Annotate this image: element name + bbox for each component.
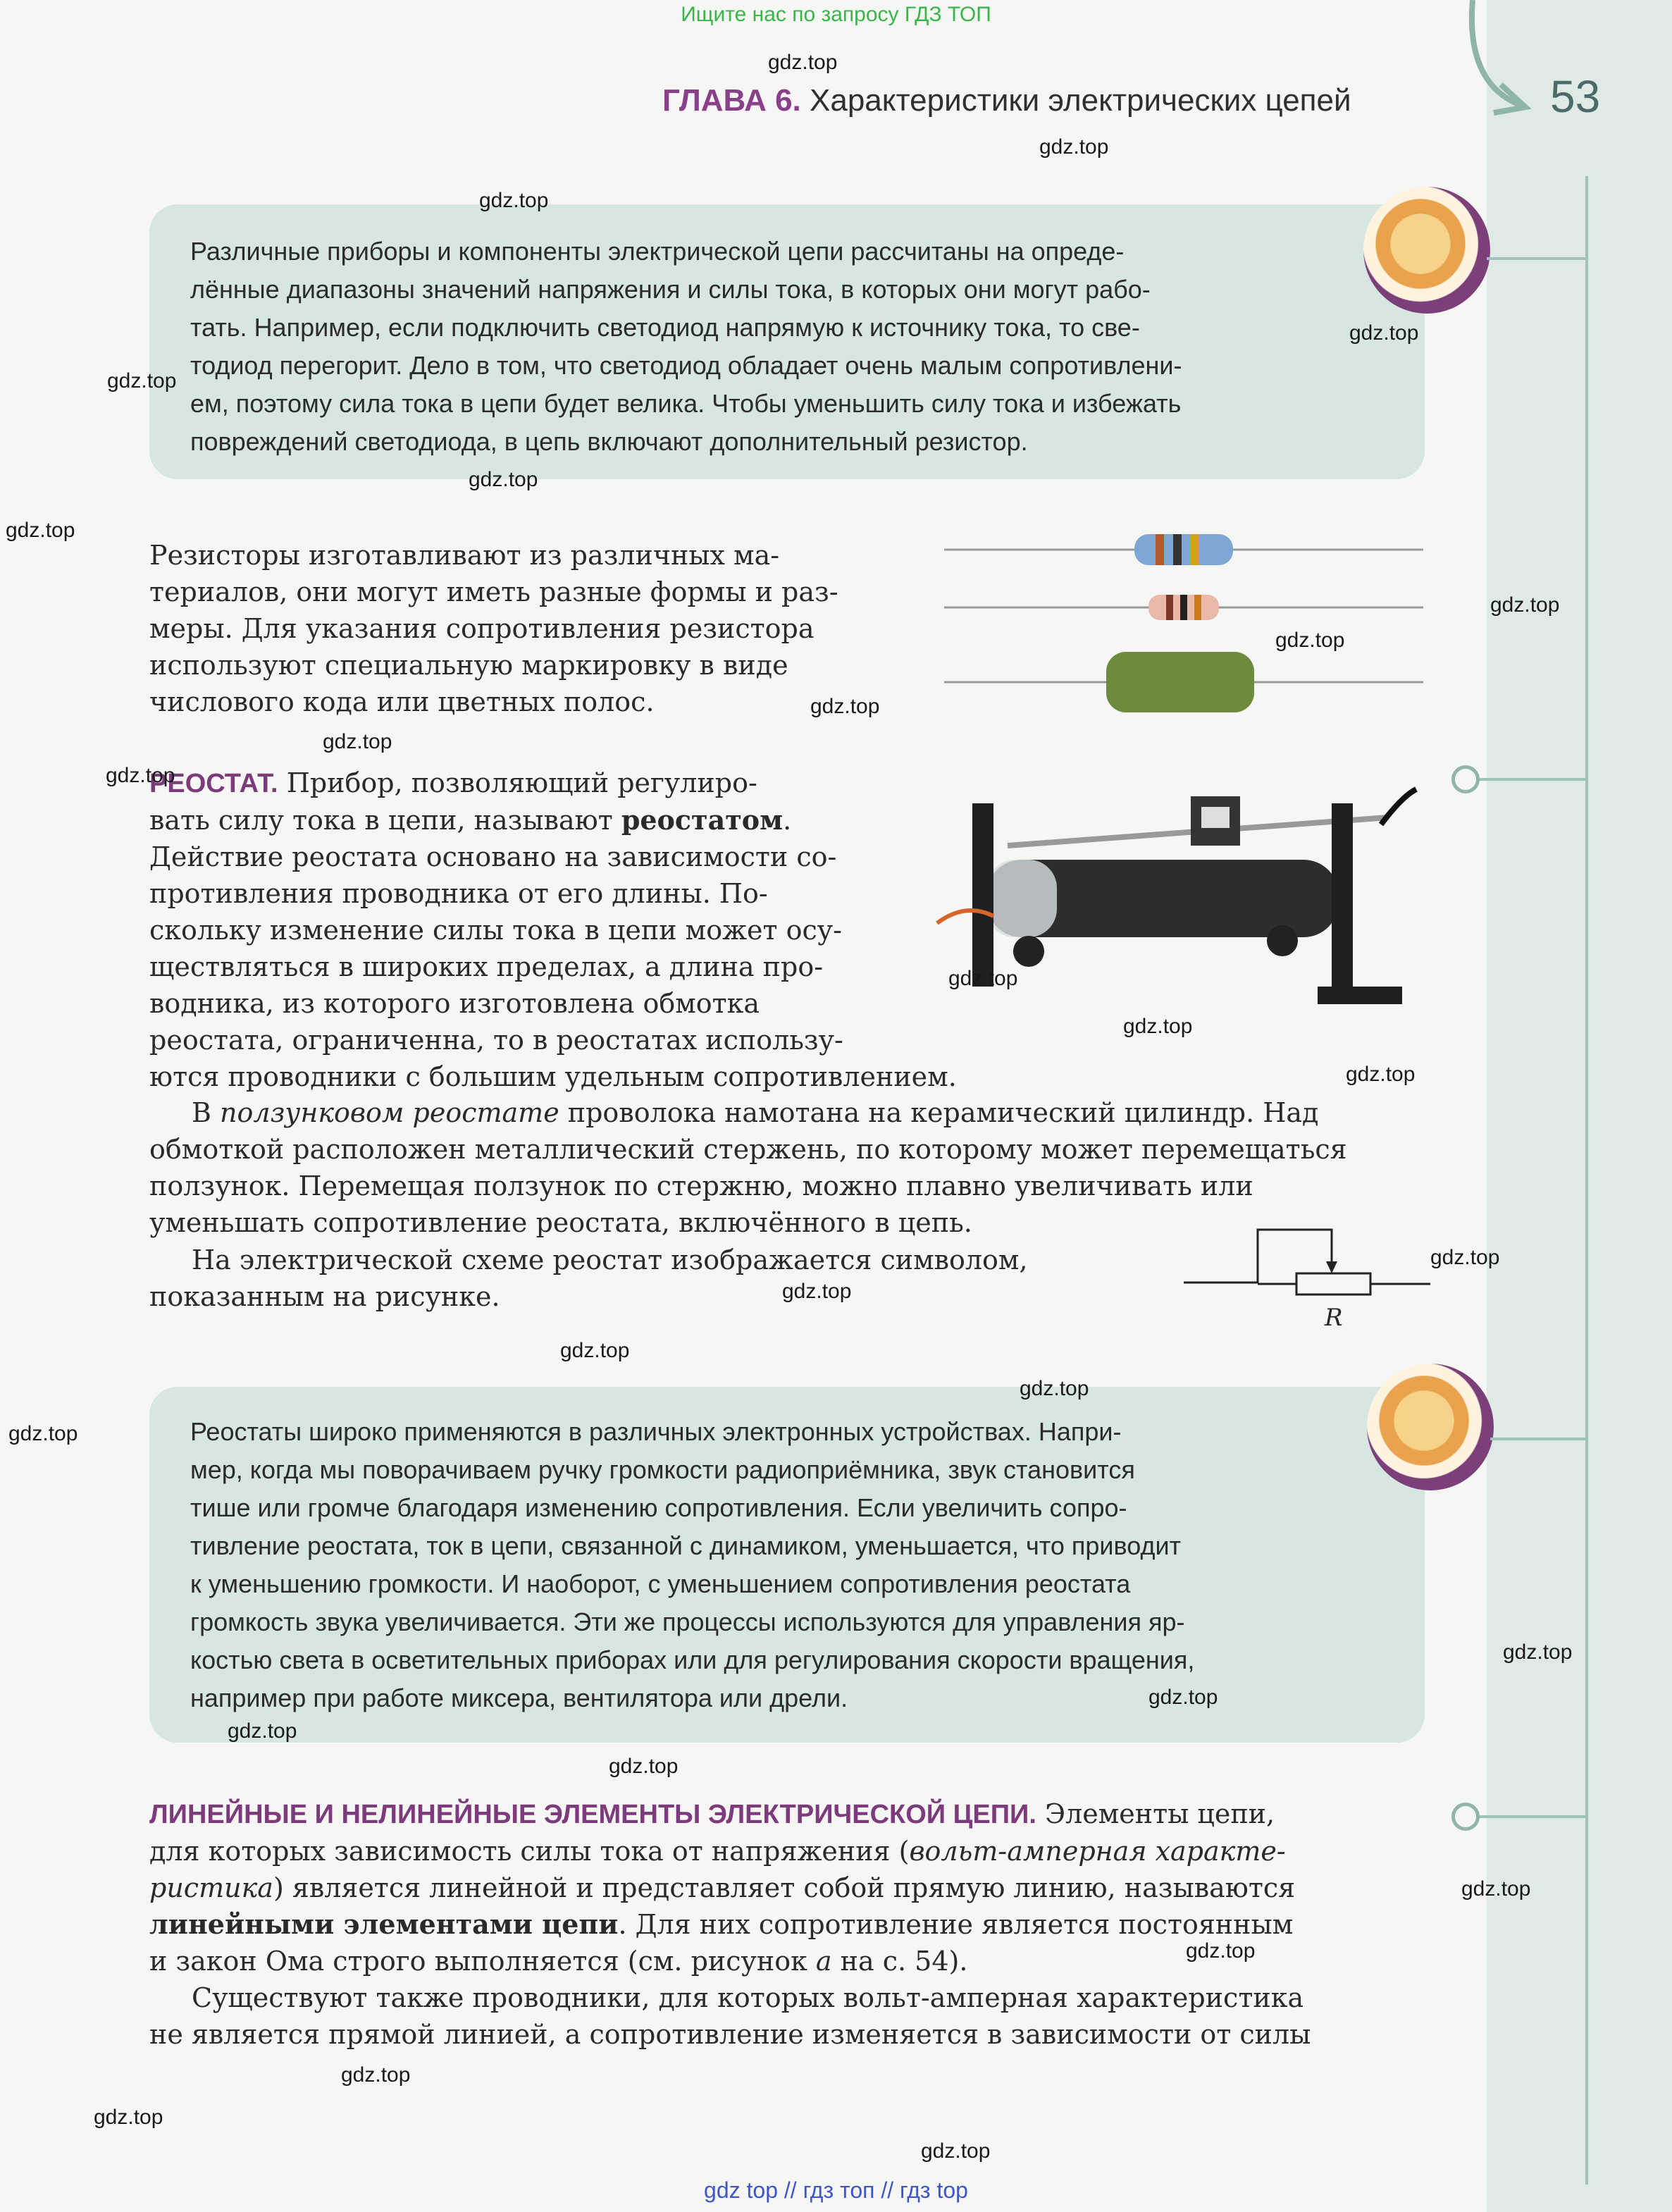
watermark: gdz.top <box>94 2106 163 2129</box>
watermark: gdz.top <box>8 1422 78 1445</box>
watermark: gdz.top <box>921 2139 991 2163</box>
chapter-title: Характеристики электрических цепей <box>810 83 1351 118</box>
resistors-paragraph: Резисторы изготавливают из различных ма- териалов, они могут иметь разные формы и раз- меры. Для указания сопротивления резистора используют специальную маркировку в виде числового кода или цветных полос. <box>149 540 838 717</box>
watermark: gdz.top <box>106 764 175 787</box>
watermark: gdz.top <box>1346 1063 1416 1086</box>
connector-line <box>1469 778 1587 781</box>
watermark: gdz.top <box>107 369 177 393</box>
symbol-label: R <box>1325 1304 1343 1332</box>
watermark: gdz.top <box>6 519 75 542</box>
symbol-paragraph: На электрической схеме реостат изображается символом, показанным на рисунке. <box>149 1244 1028 1312</box>
chapter-header <box>662 83 1351 118</box>
watermark: gdz.top <box>1430 1246 1500 1269</box>
chapter-label: ГЛАВА 6. <box>662 83 801 118</box>
watermark: gdz.top <box>810 695 880 718</box>
resistors-image <box>937 521 1430 733</box>
margin-line <box>1585 176 1588 2185</box>
lightbulb-icon <box>1367 1364 1494 1490</box>
rheostat-symbol <box>1184 1223 1437 1328</box>
watermark: gdz.top <box>341 2063 411 2087</box>
connector-dot <box>1451 765 1480 793</box>
watermark: gdz.top <box>469 468 538 491</box>
watermark: gdz.top <box>1020 1377 1089 1400</box>
watermark: gdz.top <box>479 189 549 212</box>
page-number: 53 <box>1550 71 1601 122</box>
watermark: gdz.top <box>609 1755 679 1778</box>
watermark: gdz.top <box>1148 1686 1218 1709</box>
watermark: gdz.top <box>1186 1939 1256 1963</box>
bottom-banner[interactable]: gdz top // гдз топ // гдз top <box>704 2177 968 2203</box>
info-box-2-text: Реостаты широко применяются в различных электронных устройствах. Напри- мер, когда мы поворачиваем ручку громкости радиоприёмника, звук становится тише или громче благодаря изменению сопротивления. Если увеличить сопро- тивление реостата, ток в цепи, связанной с динамиком, уменьшается, что приводит к уменьшению громкости. И наоборот, с уменьшением сопротивления реостата громкость звука увеличивается. Эти же процессы используются для управления яр- костью света в осветительных приборах или для регулирования скорости вращения, например при работе миксера, вентилятора или дрели. <box>190 1417 1195 1712</box>
connector-line <box>1487 257 1587 260</box>
watermark: gdz.top <box>768 51 838 74</box>
connector-line <box>1469 1815 1587 1818</box>
connector-line <box>1490 1438 1587 1440</box>
watermark: gdz.top <box>1503 1641 1573 1664</box>
linear-elements-paragraph: ЛИНЕЙНЫЕ И НЕЛИНЕЙНЫЕ ЭЛЕМЕНТЫ ЭЛЕКТРИЧЕСКОЙ ЦЕПИ. Элементы цепи, для которых зависимость силы тока от напряжения (вольт-амперная характе- ристика) является линейной и представляет собой прямую линию, называются линейными элементами цепи. Для них сопротивление является постоянным и закон Ома строго выполняется (см. рисунок а на с. 54). Существуют также проводники, для которых вольт-амперная характеристика не является прямой линией, а сопротивление изменяется в зависимости от силы <box>149 1798 1311 2050</box>
lightbulb-icon <box>1363 187 1490 314</box>
info-box-1-text: Различные приборы и компоненты электрической цепи рассчитаны на опреде- лённые диапазоны значений напряжения и силы тока, в которых они могут рабо- тать. Например, если подключить светодиод напрямую к источнику тока, то све- тодиод перегорит. Дело в том, что светодиод обладает очень малым сопротивлени- ем, поэтому сила тока в цепи будет велика. Чтобы уменьшить силу тока и избежать повреждений светодиода, в цепь включают дополнительный резистор. <box>190 237 1182 456</box>
connector-dot <box>1451 1803 1480 1831</box>
watermark: gdz.top <box>1490 593 1560 617</box>
rheostat-paragraph: РЕОСТАТ. Прибор, позволяющий регулиро- вать силу тока в цепи, называют реостатом. Действие реостата основано на зависимости со- противления проводника от его длины. По- скольку изменение силы тока в цепи может осу- ществляться в широких пределах, а длина про- водника, из которого изготовлена обмотка реостата, ограниченна, то в реостатах использу- ются проводники с большим удельным сопротивлением. <box>149 767 957 1092</box>
watermark: gdz.top <box>782 1280 852 1303</box>
slider-paragraph: В ползунковом реостате проволока намотана на керамический цилиндр. Над обмоткой расположен металлический стержень, по которому может перемещаться ползунок. Перемещая ползунок по стержню, можно плавно увеличивать или уменьшать сопротивление реостата, включённого в цепь. <box>149 1097 1347 1238</box>
watermark: gdz.top <box>1123 1015 1193 1038</box>
top-banner[interactable]: Ищите нас по запросу ГДЗ ТОП <box>681 3 991 26</box>
watermark: gdz.top <box>1275 629 1345 652</box>
watermark: gdz.top <box>228 1719 297 1743</box>
watermark: gdz.top <box>1039 135 1109 159</box>
watermark: gdz.top <box>948 967 1018 990</box>
watermark: gdz.top <box>560 1339 630 1362</box>
watermark: gdz.top <box>1349 321 1419 345</box>
watermark: gdz.top <box>323 730 392 753</box>
watermark: gdz.top <box>1461 1877 1531 1901</box>
